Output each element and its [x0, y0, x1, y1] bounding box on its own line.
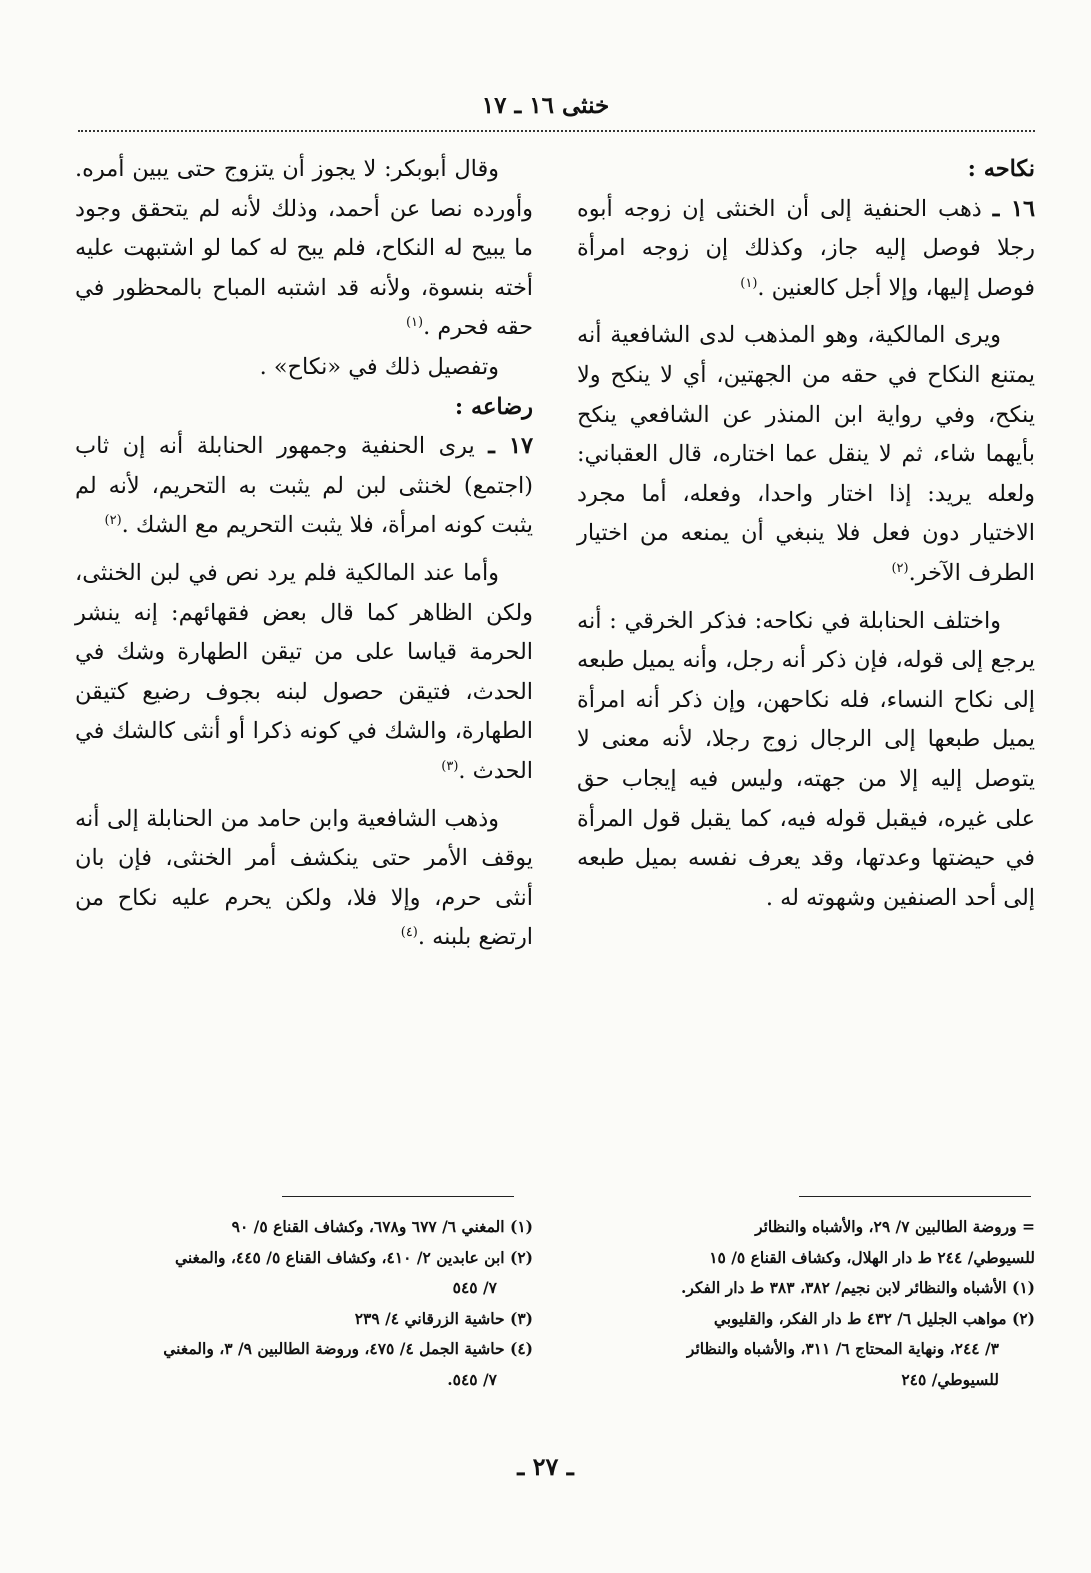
footnote-line: = وروضة الطالبين ٧/ ٢٩، والأشباه والنظائر [755, 1217, 1035, 1236]
footnote-line: (٣) حاشية الزرقاني ٤/ ٢٣٩ [354, 1308, 533, 1328]
footnote-line: (٤) حاشية الجمل ٤/ ٤٧٥، وروضة الطالبين ٩/ ٣، والمغني [163, 1339, 533, 1358]
footnote-marker: (٤) [400, 925, 418, 941]
footnote-line: للسيوطي/ ٢٤٥ [901, 1369, 999, 1389]
paragraph-17 [75, 427, 533, 546]
paragraph-abubakr [75, 150, 533, 348]
footnote-line: (١) المغني ٦/ ٦٧٧ و٦٧٨، وكشاف القناع ٥/ ٩٠ [231, 1217, 533, 1236]
footnote-marker: (٢) [104, 513, 122, 529]
footnote-line: للسيوطي/ ٢٤٤ ط دار الهلال، وكشاف القناع ٥/ ١٥ [709, 1247, 1035, 1267]
footnote-marker: (٣) [441, 758, 459, 774]
paragraph-shafiiyya [75, 800, 533, 958]
footnote-line: (٢) ابن عابدين ٢/ ٤١٠، وكشاف القناع ٥/ ٤٤٥، والمغني [174, 1247, 533, 1267]
left-column [75, 150, 533, 958]
paragraph-tafsil: وتفصيل ذلك في «نكاح» . [259, 353, 499, 380]
footnote-line: ٧/ ٥٤٥ [452, 1278, 497, 1297]
footnote-rule-left [282, 1196, 514, 1197]
footnotes-left [75, 1212, 533, 1395]
paragraph-number: ١٦ ـ [992, 195, 1035, 222]
footnote-line: ٧/ ٥٤٥. [447, 1369, 497, 1389]
paragraph-text: وأما عند المالكية فلم يرد نص في لبن الخنثى، ولكن الظاهر كما قال بعض فقهائهم: إنه ينشر الحرمة قياسا على من تيقن الطهارة وشك في الحدث، فتيقن حصول لبنه بجوف رضيع كتيقن الطهارة، والشك في كونه ذكرا أو أنثى كالشك في الحدث . [75, 559, 533, 784]
paragraph-text: ذهب الحنفية إلى أن الخنثى إن زوجه أبوه رجلا فوصل إليه جاز، وكذلك إن زوجه امرأة فوصل إليها، وإلا أجل كالعنين . [577, 195, 1035, 301]
footnote-marker: (١) [740, 275, 758, 291]
footnotes-right [577, 1212, 1035, 1395]
section-heading-rada: رضاعه : [454, 393, 533, 420]
page-number: ـ ٢٧ ـ [517, 1452, 574, 1481]
footnote-line: (١) الأشباه والنظائر لابن نجيم/ ٣٨٢، ٣٨٣ ط دار الفكر. [680, 1278, 1035, 1297]
right-column [577, 150, 1035, 918]
footnote-marker: (٢) [891, 560, 909, 576]
paragraph-hanabila: واختلف الحنابلة في نكاحه: فذكر الخرقي : أنه يرجع إلى قوله، فإن ذكر أنه رجل، وأنه يميل طبعه إلى نكاح النساء، فله نكاحهن، وإن ذكر أنه امرأة يميل طبعها إلى الرجال زوج رجلا، لأنه معنى لا يتوصل إليه إلا من جهته، وليس فيه إيجاب حق على غيره، فيقبل قوله فيه، كما يقبل قول المرأة في حيضتها وعدتها، وقد يعرف نفسه بميل طبعه إلى أحد الصنفين وشهوته له . [577, 607, 1035, 911]
paragraph-text: ويرى المالكية، وهو المذهب لدى الشافعية أنه يمتنع النكاح في حقه من الجهتين، أي لا ينكح ولا ينكح، وفي رواية ابن المنذر عن الشافعي ينكح بأيهما شاء، ثم لا ينقل عما اختاره، قال العقباني: ولعله يريد: إذا اختار واحدا، وفعله، أما مجرد الاختيار دون فعل فلا ينبغي أن يمنعه من اختيار الطرف الآخر. [577, 322, 1035, 586]
header-divider [78, 130, 1035, 132]
footnote-marker: (١) [405, 315, 424, 331]
footnote-rule-right [799, 1196, 1031, 1197]
section-heading-nikah: نكاحه : [967, 156, 1035, 182]
paragraph-text: وقال أبوبكر: لا يجوز أن يتزوج حتى يبين أمره. وأورده نصا عن أحمد، وذلك لأنه لم يتحقق وجود ما يبيح له النكاح، فلم يبح له كما لو اشتبهت عليه أخته بنسوة، ولأنه قد اشتبه المباح بالمحظور في حقه فحرم . [75, 156, 533, 341]
running-header: خنثى ١٦ ـ ١٧ [481, 92, 610, 119]
footnote-line: ٣/ ٢٤٤، ونهاية المحتاج ٦/ ٣١١، والأشباه والنظائر [686, 1339, 999, 1358]
paragraph-number: ١٧ ـ [488, 433, 533, 460]
paragraph-text: وذهب الشافعية وابن حامد من الحنابلة إلى أنه يوقف الأمر حتى ينكشف أمر الخنثى، فإن بان أنثى حرم، وإلا فلا، ولكن يحرم عليه نكاح من ارتضع بلبنه . [75, 805, 533, 951]
footnote-line: (٢) مواهب الجليل ٦/ ٤٣٢ ط دار الفكر، والقليوبي [713, 1308, 1035, 1328]
paragraph-16 [577, 190, 1035, 309]
paragraph-malikiyya-rada [75, 554, 533, 792]
paragraph-malikiyya [577, 316, 1035, 593]
paragraph-text: يرى الحنفية وجمهور الحنابلة أنه إن ثاب (اجتمع) لخنثى لبن لم يثبت به التحريم، لأنه لم يثبت كونه امرأة، فلا يثبت التحريم مع الشك . [75, 433, 533, 539]
